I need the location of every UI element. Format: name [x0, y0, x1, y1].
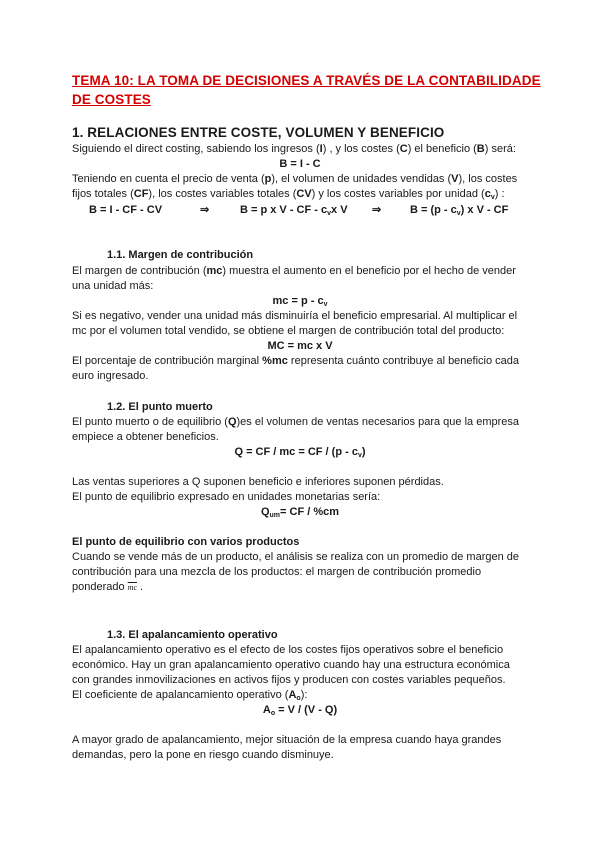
document-title-line-1: TEMA 10: LA TOMA DE DECISIONES A TRAVÉS DE LA CONTABILIDADE	[72, 73, 541, 88]
formula-beneficio: B = I - C	[279, 158, 321, 170]
section-1-1-line-4: mc por el volumen total vendido, se obtiene el margen de contribución total del producto:	[72, 325, 505, 337]
formula-punto-equilibrio-monetario: $Q_{um}=$ CF / %cm	[260, 506, 340, 519]
section-1-3-line-6: demandas, pero la pone en riesgo cuando disminuye.	[72, 749, 334, 761]
section-1-1-line-1: El margen de contribución (mc) muestra el aumento en el beneficio por el hecho de vender	[72, 265, 516, 277]
section-1-1-heading: 1.1. Margen de contribución	[107, 249, 254, 261]
formula-margen-total: MC = mc x V	[267, 340, 333, 352]
formula-beneficio-expandida-2: B = p x V - CF - $c_vx$ V	[240, 204, 348, 217]
formula-apalancamiento: $A_o = V / (V - Q)$	[262, 704, 338, 717]
arrow-icon: ⇒	[200, 204, 210, 216]
section-1-1-line-2: una unidad más:	[72, 280, 154, 292]
section-1-3-line-1: El apalancamiento operativo es el efecto de los costes fijos operativos sobre el beneficio	[72, 644, 504, 656]
section-1-1-line-5: El porcentaje de contribución marginal %mc representa cuánto contribuye al beneficio cada	[72, 355, 520, 367]
section-1-paragraph-1: Siguiendo el direct costing, sabiendo los ingresos (I) , y los costes (C) el beneficio (B) será:	[72, 143, 516, 155]
formula-punto-muerto: Q = CF / mc = CF / $(p - c_v)$	[234, 446, 366, 459]
varios-productos-line-2: contribución para una mezcla de los productos: el margen de contribución promedio	[72, 566, 482, 578]
section-1-paragraph-2: Teniendo en cuenta el precio de venta (p), el volumen de unidades vendidas (V), los costes	[72, 173, 518, 185]
mc-promedio-symbol: $\overline{mc}$	[127, 583, 137, 592]
section-1-3-line-2: económico. Hay un gran apalancamiento operativo cuando hay una estructura económica	[72, 659, 510, 671]
section-1-2-line-1: El punto muerto o de equilibrio (Q)es el volumen de ventas necesarios para que la empresa	[72, 416, 519, 428]
section-1-2-line-2: empiece a obtener beneficios.	[72, 431, 219, 443]
section-1-1-line-6: euro ingresado.	[72, 370, 149, 382]
section-1-paragraph-3: fijos totales (CF), los costes variables totales (CV) y los costes variables por unidad $(c_v)$ :	[72, 188, 505, 201]
formula-beneficio-expandida-1: B = I - CF - CV	[89, 204, 163, 216]
section-1-1-line-3: Si es negativo, vender una unidad más disminuiría el beneficio empresarial. Al multiplicar el	[72, 310, 518, 322]
section-1-3-heading: 1.3. El apalancamiento operativo	[107, 629, 278, 641]
section-1-3-line-3: con grandes inmovilizaciones en activos fijos y producen con costes variables pequeños.	[72, 674, 506, 686]
section-1-2-heading: 1.2. El punto muerto	[107, 401, 213, 413]
varios-productos-heading: El punto de equilibrio con varios productos	[72, 536, 300, 548]
varios-productos-line-1: Cuando se vende más de un producto, el análisis se realiza con un promedio de margen de	[72, 551, 519, 563]
formula-beneficio-expandida-3: $B = (p - c_v)$ x V - CF	[410, 204, 509, 217]
varios-productos-line-3: ponderado $\overline{mc}$ .	[72, 581, 144, 593]
section-1-3-line-5: A mayor grado de apalancamiento, mejor situación de la empresa cuando haya grandes	[72, 734, 502, 746]
section-1-3-line-4: El coeficiente de apalancamiento operativo $(A_o)$:	[72, 689, 308, 702]
section-1-2-line-3: Las ventas superiores a Q suponen beneficio e inferiores suponen pérdidas.	[72, 476, 444, 488]
document-title-line-2: DE COSTES	[72, 92, 151, 107]
formula-margen-contribucion: mc = p - $c_v$	[272, 295, 328, 308]
section-1-heading: 1. RELACIONES ENTRE COSTE, VOLUMEN Y BENEFICIO	[72, 125, 445, 140]
arrow-icon: ⇒	[372, 204, 382, 216]
section-1-2-line-4: El punto de equilibrio expresado en unidades monetarias sería:	[72, 491, 381, 503]
